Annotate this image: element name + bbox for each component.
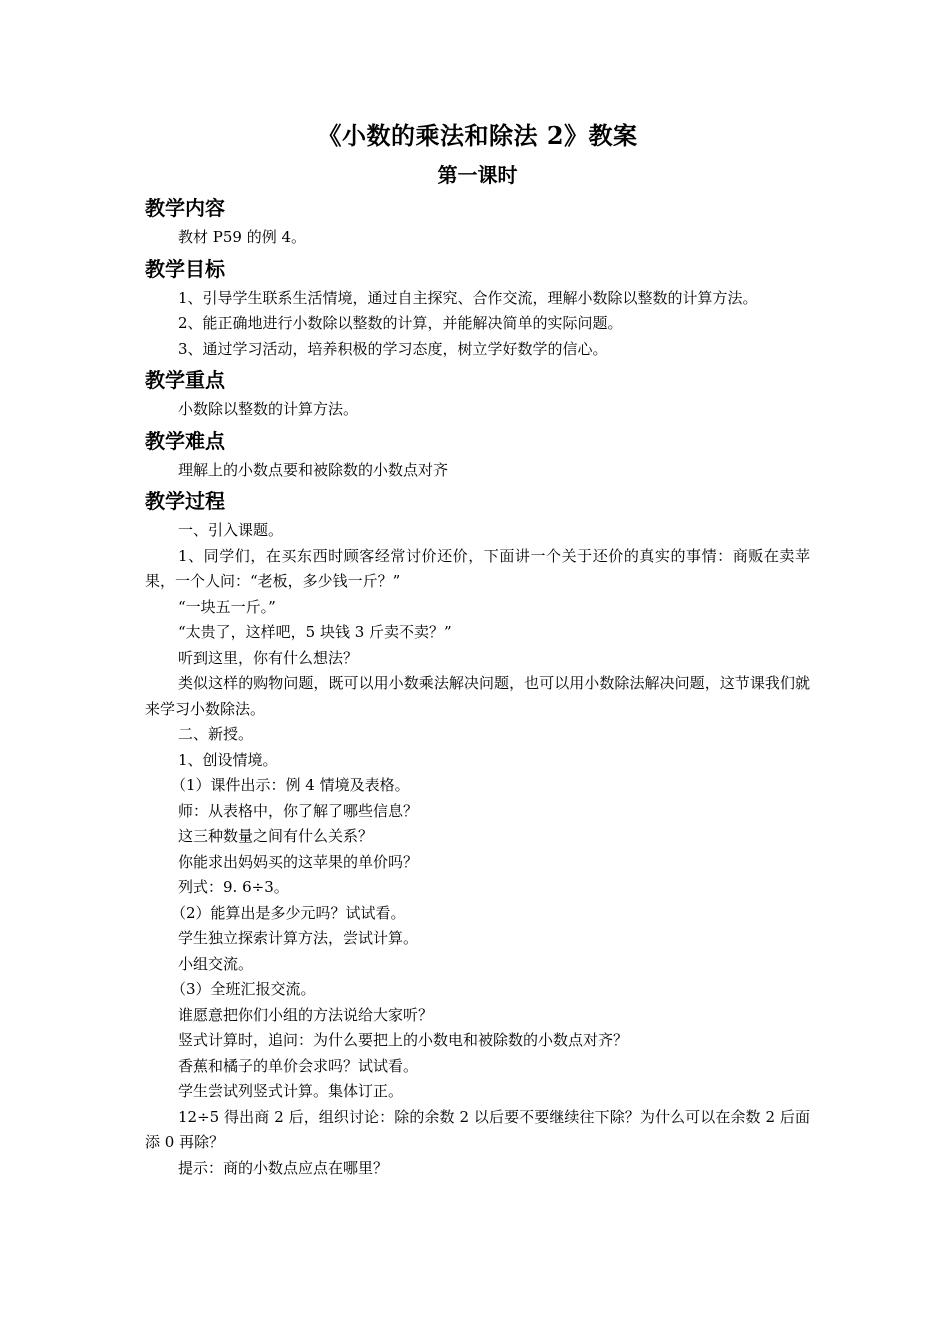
paragraph: 你能求出妈妈买的这苹果的单价吗？ <box>178 852 419 871</box>
section-heading: 教学重点 <box>145 368 225 392</box>
paragraph: 听到这里，你有什么想法？ <box>178 648 359 667</box>
paragraph: 这三种数量之间有什么关系？ <box>178 827 374 845</box>
document-page <box>145 118 810 1181</box>
section-process <box>145 487 810 1181</box>
paragraph: 2、能正确地进行小数除以整数的计算，并能解决简单的实际问题。 <box>178 314 623 332</box>
paragraph: 1、引导学生联系生活情境，通过自主探究、合作交流，理解小数除以整数的计算方法。 <box>178 288 758 307</box>
document-title: 《小数的乘法和除法 2》教案 <box>317 121 638 150</box>
paragraph: 理解上的小数点要和被除数的小数点对齐 <box>178 460 449 479</box>
paragraph: 小组交流。 <box>178 954 254 973</box>
paragraph: 一、引入课题。 <box>178 521 284 539</box>
paragraph: 3、通过学习活动，培养积极的学习态度，树立学好数学的信心。 <box>178 339 608 358</box>
paragraph: （3）全班汇报交流。 <box>171 980 316 998</box>
section-goals <box>145 255 810 363</box>
paragraph: 1、同学们，在买东西时顾客经常讨价还价，下面讲一个关于还价的真实的事情：商贩在卖苹果，一个人问：“老板，多少钱一斤？” <box>145 546 810 590</box>
paragraph: 二、新授。 <box>178 725 254 743</box>
paragraph: 师：从表格中，你了解了哪些信息？ <box>178 801 419 820</box>
paragraph: 提示：商的小数点应点在哪里？ <box>178 1158 389 1177</box>
paragraph: “一块五一斤。” <box>178 597 276 616</box>
section-heading: 教学过程 <box>145 489 225 513</box>
paragraph: “太贵了，这样吧，5 块钱 3 斤卖不卖？” <box>178 623 452 641</box>
paragraph: 学生独立探索计算方法，尝试计算。 <box>178 929 419 947</box>
paragraph: （1）课件出示：例 4 情境及表格。 <box>171 776 410 794</box>
paragraph: 香蕉和橘子的单价会求吗？试试看。 <box>178 1056 419 1075</box>
paragraph: （2）能算出是多少元吗？试试看。 <box>171 903 406 922</box>
paragraph: 列式：9. 6÷3。 <box>178 878 289 896</box>
section-heading: 教学目标 <box>145 256 225 281</box>
section-difficulty <box>145 427 810 484</box>
paragraph: 类似这样的购物问题，既可以用小数乘法解决问题，也可以用小数除法解决问题，这节课我们就来学习小数除法。 <box>145 674 810 718</box>
paragraph: 1、创设情境。 <box>178 750 278 769</box>
paragraph: 教材 P59 的例 4。 <box>178 228 307 246</box>
section-heading: 教学难点 <box>145 428 225 453</box>
document-subtitle: 第一课时 <box>437 163 518 187</box>
section-heading: 教学内容 <box>145 196 225 220</box>
section-content <box>145 194 810 251</box>
paragraph: 谁愿意把你们小组的方法说给大家听？ <box>178 1005 434 1024</box>
paragraph: 学生尝试列竖式计算。集体订正。 <box>178 1082 404 1100</box>
paragraph: 小数除以整数的计算方法。 <box>178 400 359 418</box>
section-key-point <box>145 366 810 423</box>
paragraph: 竖式计算时，追问：为什么要把上的小数电和被除数的小数点对齐？ <box>178 1031 629 1049</box>
paragraph: 12÷5 得出商 2 后，组织讨论：除的余数 2 以后要不要继续往下除？为什么可以在余数 2 后面添 0 再除？ <box>145 1107 810 1151</box>
